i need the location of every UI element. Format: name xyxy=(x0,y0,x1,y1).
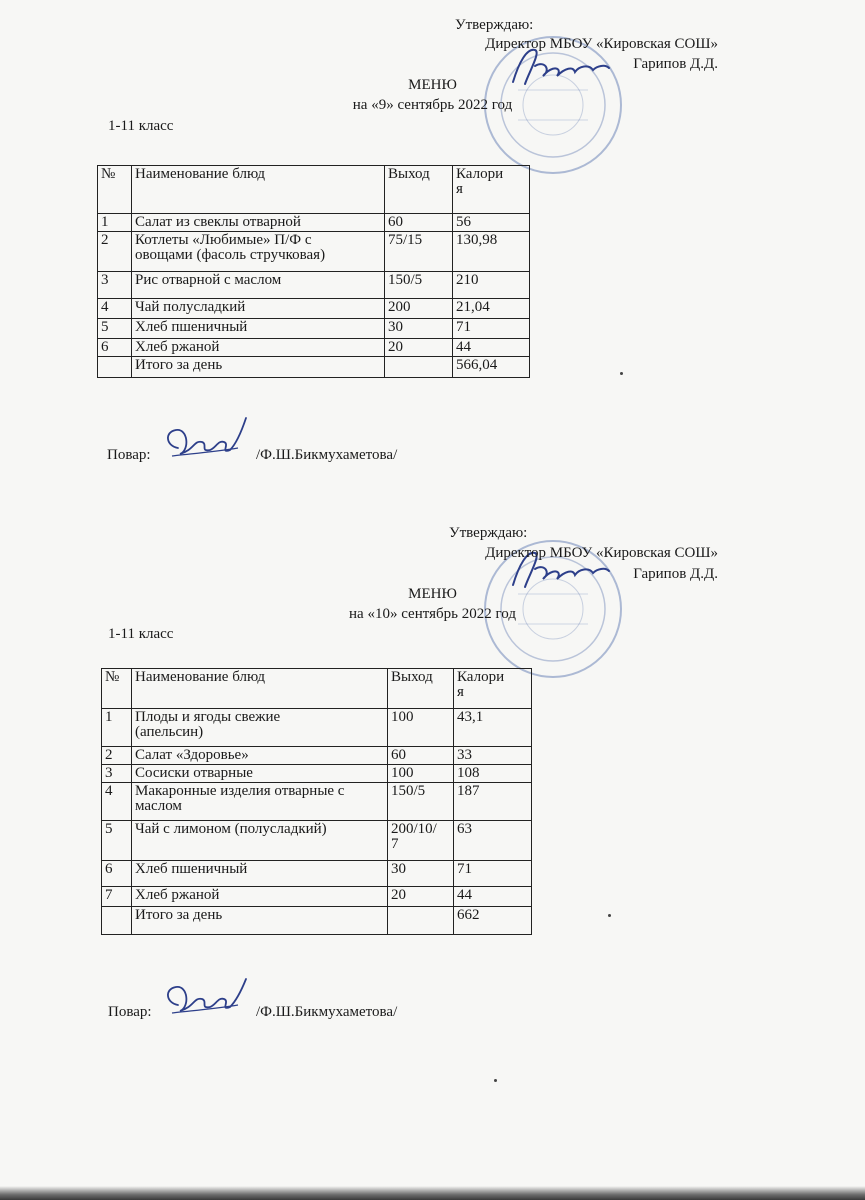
header-no: № xyxy=(98,166,132,214)
table-row xyxy=(98,232,530,272)
header-output: Выход xyxy=(385,166,453,214)
scan-speck xyxy=(608,914,611,917)
header-output: Выход xyxy=(388,669,454,709)
row-no: 6 xyxy=(102,861,132,887)
menu-title: МЕНЮ xyxy=(408,586,457,602)
cook-name: /Ф.Ш.Бикмухаметова/ xyxy=(256,1004,398,1020)
row-dish: Сосиски отварные xyxy=(132,765,388,783)
menu-table xyxy=(101,668,532,935)
row-dish: Плоды и ягоды свежие (апельсин) xyxy=(132,709,388,747)
row-dish: Рис отварной с маслом xyxy=(132,272,385,299)
total-label: Итого за день xyxy=(132,907,388,935)
director-name: Гарипов Д.Д. xyxy=(633,566,718,582)
director-name: Гарипов Д.Д. xyxy=(633,56,718,72)
row-output: 100 xyxy=(388,709,454,747)
menu-date: на «10» сентябрь 2022 год xyxy=(349,606,516,622)
row-no: 2 xyxy=(98,232,132,272)
total-value: 566,04 xyxy=(453,357,530,378)
header-dish: Наименование блюд xyxy=(132,166,385,214)
row-no: 2 xyxy=(102,747,132,765)
scan-speck xyxy=(494,1079,497,1082)
table-row xyxy=(98,214,530,232)
row-dish: Чай с лимоном (полусладкий) xyxy=(132,821,388,861)
row-output: 60 xyxy=(385,214,453,232)
row-calories: 44 xyxy=(454,887,532,907)
row-no: 7 xyxy=(102,887,132,907)
table-row xyxy=(98,339,530,357)
table-row xyxy=(98,299,530,319)
row-calories: 108 xyxy=(454,765,532,783)
row-output: 20 xyxy=(385,339,453,357)
approval-label: Утверждаю: xyxy=(455,17,534,33)
approval-label: Утверждаю: xyxy=(449,525,528,541)
scan-edge-shadow xyxy=(0,1186,865,1200)
total-label: Итого за день xyxy=(132,357,385,378)
row-calories: 56 xyxy=(453,214,530,232)
row-output: 30 xyxy=(388,861,454,887)
table-row xyxy=(102,709,532,747)
row-output: 60 xyxy=(388,747,454,765)
row-dish: Салат из свеклы отварной xyxy=(132,214,385,232)
table-header-row xyxy=(98,166,530,214)
row-output: 150/5 xyxy=(388,783,454,821)
row-no: 5 xyxy=(102,821,132,861)
grade-label: 1-11 класс xyxy=(108,118,174,134)
table-row xyxy=(102,783,532,821)
row-calories: 71 xyxy=(453,319,530,339)
table-row xyxy=(98,319,530,339)
row-output: 150/5 xyxy=(385,272,453,299)
row-calories: 210 xyxy=(453,272,530,299)
row-dish: Хлеб ржаной xyxy=(132,887,388,907)
row-no: 3 xyxy=(98,272,132,299)
scan-speck xyxy=(620,372,623,375)
cook-signature xyxy=(158,410,248,470)
row-dish: Хлеб ржаной xyxy=(132,339,385,357)
menu-date: на «9» сентябрь 2022 год xyxy=(352,97,513,113)
table-row xyxy=(102,821,532,861)
row-dish: Котлеты «Любимые» П/Ф с овощами (фасоль стручковая) xyxy=(132,232,385,272)
row-calories: 130,98 xyxy=(453,232,530,272)
table-total-row xyxy=(102,907,532,935)
cook-label: Повар: xyxy=(108,1004,152,1020)
row-dish: Салат «Здоровье» xyxy=(132,747,388,765)
total-value: 662 xyxy=(454,907,532,935)
row-no: 6 xyxy=(98,339,132,357)
row-calories: 21,04 xyxy=(453,299,530,319)
row-no: 3 xyxy=(102,765,132,783)
row-dish: Хлеб пшеничный xyxy=(132,861,388,887)
row-output: 20 xyxy=(388,887,454,907)
cook-label: Повар: xyxy=(107,447,151,463)
table-row xyxy=(102,765,532,783)
row-no: 4 xyxy=(98,299,132,319)
menu-table xyxy=(97,165,530,378)
row-no: 5 xyxy=(98,319,132,339)
director-title: Директор МБОУ «Кировская СОШ» xyxy=(485,545,718,561)
row-output: 200/10/ 7 xyxy=(388,821,454,861)
row-calories: 63 xyxy=(454,821,532,861)
row-output: 75/15 xyxy=(385,232,453,272)
header-calories: Калори я xyxy=(453,166,530,214)
row-dish: Хлеб пшеничный xyxy=(132,319,385,339)
table-row xyxy=(102,861,532,887)
grade-label: 1-11 класс xyxy=(108,626,174,642)
cook-signature xyxy=(158,975,248,1025)
header-calories: Калори я xyxy=(454,669,532,709)
table-row xyxy=(98,272,530,299)
row-calories: 44 xyxy=(453,339,530,357)
row-output: 100 xyxy=(388,765,454,783)
cook-name: /Ф.Ш.Бикмухаметова/ xyxy=(256,447,398,463)
table-header-row xyxy=(102,669,532,709)
header-no: № xyxy=(102,669,132,709)
table-total-row xyxy=(98,357,530,378)
director-title: Директор МБОУ «Кировская СОШ» xyxy=(485,36,718,52)
row-calories: 71 xyxy=(454,861,532,887)
row-output: 30 xyxy=(385,319,453,339)
row-no: 1 xyxy=(98,214,132,232)
row-calories: 33 xyxy=(454,747,532,765)
row-no: 4 xyxy=(102,783,132,821)
menu-title: МЕНЮ xyxy=(408,77,457,93)
row-dish: Чай полусладкий xyxy=(132,299,385,319)
row-calories: 43,1 xyxy=(454,709,532,747)
row-output: 200 xyxy=(385,299,453,319)
row-calories: 187 xyxy=(454,783,532,821)
table-row xyxy=(102,887,532,907)
table-row xyxy=(102,747,532,765)
row-dish: Макаронные изделия отварные с маслом xyxy=(132,783,388,821)
header-dish: Наименование блюд xyxy=(132,669,388,709)
row-no: 1 xyxy=(102,709,132,747)
